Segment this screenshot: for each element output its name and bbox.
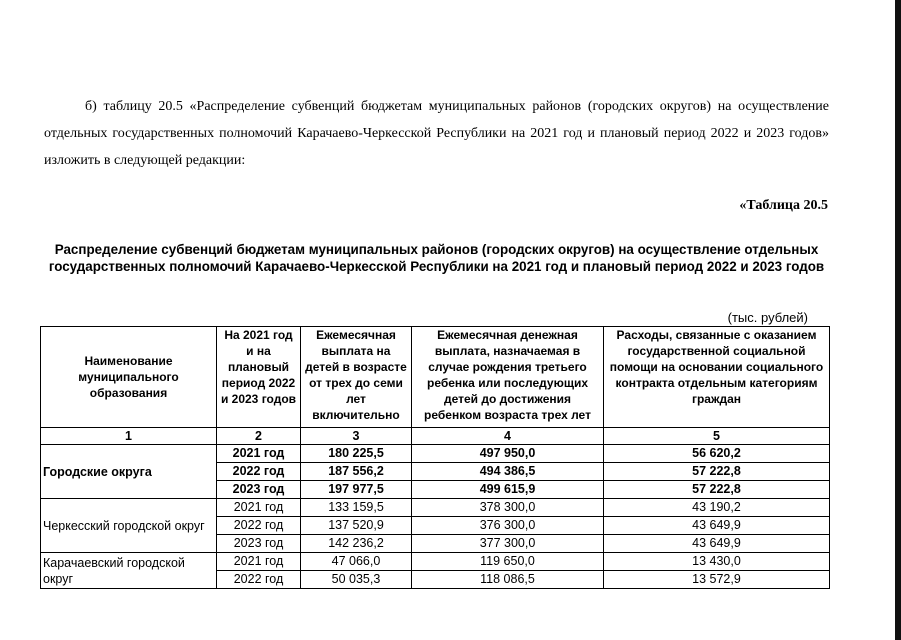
header-period: На 2021 год и на плановый период 2022 и 2023 годов	[217, 327, 301, 428]
col3-cell: 187 556,2	[301, 463, 412, 481]
scan-edge-bar	[895, 0, 901, 640]
col4-cell: 494 386,5	[412, 463, 604, 481]
table-number: «Таблица 20.5	[739, 198, 828, 213]
units-label: (тыс. рублей)	[727, 310, 808, 325]
column-number: 4	[412, 428, 604, 445]
year-cell: 2022 год	[217, 571, 301, 589]
col3-cell: 180 225,5	[301, 445, 412, 463]
column-numbers-row	[41, 428, 830, 445]
col3-cell: 137 520,9	[301, 517, 412, 535]
year-cell: 2021 год	[217, 445, 301, 463]
col5-cell: 13 572,9	[604, 571, 830, 589]
col3-cell: 50 035,3	[301, 571, 412, 589]
group-name: Черкесский городской округ	[41, 499, 217, 553]
col5-cell: 43 190,2	[604, 499, 830, 517]
column-number: 1	[41, 428, 217, 445]
intro-paragraph	[44, 93, 829, 174]
col5-cell: 13 430,0	[604, 553, 830, 571]
year-cell: 2021 год	[217, 499, 301, 517]
col3-cell: 47 066,0	[301, 553, 412, 571]
header-col5: Расходы, связанные с оказанием государственной социальной помощи на основании социального контракта отдельным категориям граждан	[604, 327, 830, 428]
subvention-table	[40, 326, 830, 589]
intro-text: б) таблицу 20.5 «Распределение субвенций бюджетам муниципальных районов (городских округов) на осуществление отдельных государственных полномочий Карачаево-Черкесской Республики на 2021 год и плановый период 2022 и 2023 годов» изложить в следующей редакции:	[44, 99, 829, 168]
col5-cell: 56 620,2	[604, 445, 830, 463]
col3-cell: 197 977,5	[301, 481, 412, 499]
table-row	[41, 553, 830, 571]
group-name: Карачаевский городской округ	[41, 553, 217, 589]
col4-cell: 118 086,5	[412, 571, 604, 589]
col4-cell: 376 300,0	[412, 517, 604, 535]
group-name: Городские округа	[41, 445, 217, 499]
col5-cell: 43 649,9	[604, 517, 830, 535]
col4-cell: 499 615,9	[412, 481, 604, 499]
table-row	[41, 499, 830, 517]
col5-cell: 43 649,9	[604, 535, 830, 553]
col4-cell: 377 300,0	[412, 535, 604, 553]
header-col4: Ежемесячная денежная выплата, назначаемая в случае рождения третьего ребенка или последующих детей до достижения ребенком возраста трех лет	[412, 327, 604, 428]
col4-cell: 119 650,0	[412, 553, 604, 571]
header-name: Наименование муниципального образования	[41, 327, 217, 428]
year-cell: 2022 год	[217, 517, 301, 535]
column-number: 2	[217, 428, 301, 445]
col4-cell: 378 300,0	[412, 499, 604, 517]
year-cell: 2023 год	[217, 481, 301, 499]
year-cell: 2021 год	[217, 553, 301, 571]
header-col3: Ежемесячная выплата на детей в возрасте от трех до семи лет включительно	[301, 327, 412, 428]
table-title: Распределение субвенций бюджетам муниципальных районов (городских округов) на осуществление отдельных государственных полномочий Карачаево-Черкесской Республики на 2021 год и плановый период 2022 и 2023 годов	[48, 242, 825, 274]
column-number: 5	[604, 428, 830, 445]
table-row	[41, 445, 830, 463]
col3-cell: 142 236,2	[301, 535, 412, 553]
col4-cell: 497 950,0	[412, 445, 604, 463]
year-cell: 2022 год	[217, 463, 301, 481]
col3-cell: 133 159,5	[301, 499, 412, 517]
col5-cell: 57 222,8	[604, 463, 830, 481]
year-cell: 2023 год	[217, 535, 301, 553]
col5-cell: 57 222,8	[604, 481, 830, 499]
column-number: 3	[301, 428, 412, 445]
